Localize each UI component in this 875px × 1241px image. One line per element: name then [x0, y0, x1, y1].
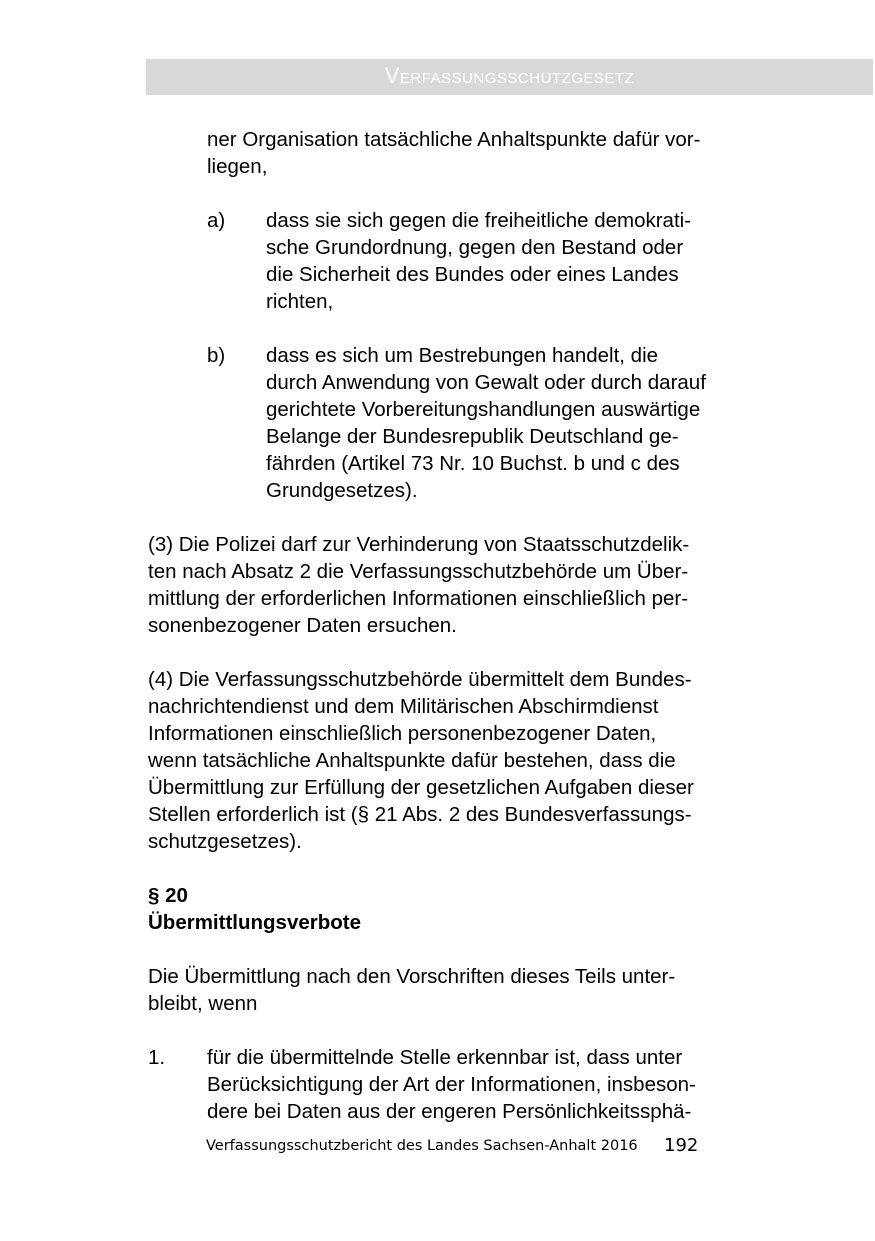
- text-line: Die Übermittlung nach den Vorschriften dieses Teils unter-: [148, 965, 676, 988]
- text-line: (4) Die Verfassungsschutzbehörde übermittelt dem Bundes-: [148, 668, 692, 691]
- text-line: mittlung der erforderlichen Informationen einschließlich per-: [148, 587, 689, 610]
- text-line: schutzgesetzes).: [148, 830, 302, 853]
- text-line: richten,: [266, 290, 334, 313]
- text-line: liegen,: [207, 155, 268, 178]
- text-line: dass sie sich gegen die freiheitliche demokrati-: [266, 209, 692, 232]
- text-line: sonenbezogener Daten ersuchen.: [148, 614, 457, 637]
- section-intro: [148, 963, 768, 1017]
- list-marker: b): [207, 344, 226, 367]
- page-body: [148, 126, 768, 1125]
- section-title: Übermittlungsverbote: [148, 911, 361, 934]
- text-line: ten nach Absatz 2 die Verfassungsschutzbehörde um Über-: [148, 560, 689, 583]
- text-line: gerichtete Vorbereitungshandlungen auswärtige: [266, 398, 701, 421]
- list-item-b: [207, 342, 768, 504]
- text-line: Belange der Bundesrepublik Deutschland ge-: [266, 425, 679, 448]
- text-line: Informationen einschließlich personenbezogener Daten,: [148, 722, 657, 745]
- footer-text: Verfassungsschutzbericht des Landes Sachsen-Anhalt 2016: [206, 1138, 638, 1154]
- numbered-item-1: [148, 1044, 768, 1125]
- text-line: nachrichtendienst und dem Militärischen Abschirmdienst: [148, 695, 659, 718]
- list-marker: 1.: [148, 1046, 166, 1069]
- text-line: Berücksichtigung der Art der Informationen, insbeson-: [207, 1073, 696, 1096]
- section-number: § 20: [148, 884, 188, 907]
- text-line: sche Grundordnung, gegen den Bestand oder: [266, 236, 684, 259]
- text-line: Stellen erforderlich ist (§ 21 Abs. 2 des Bundesverfassungs-: [148, 803, 692, 826]
- text-line: dere bei Daten aus der engeren Persönlichkeitssphä-: [207, 1100, 692, 1123]
- page-number: 192: [664, 1135, 699, 1156]
- text-line: ner Organisation tatsächliche Anhaltspunkte dafür vor-: [207, 128, 701, 151]
- paragraph-4: [148, 666, 768, 855]
- running-header: [146, 59, 873, 95]
- text-line: die Sicherheit des Bundes oder eines Landes: [266, 263, 679, 286]
- section-heading: [148, 882, 768, 936]
- text-line: dass es sich um Bestrebungen handelt, die: [266, 344, 659, 367]
- text-line: bleibt, wenn: [148, 992, 258, 1015]
- text-line: Übermittlung zur Erfüllung der gesetzlichen Aufgaben dieser: [148, 776, 694, 799]
- text-line: für die übermittelnde Stelle erkennbar ist, dass unter: [207, 1046, 683, 1069]
- continuation-paragraph: [207, 126, 768, 180]
- list-marker: a): [207, 209, 226, 232]
- text-line: durch Anwendung von Gewalt oder durch darauf: [266, 371, 706, 394]
- text-line: (3) Die Polizei darf zur Verhinderung von Staatsschutzdelik-: [148, 533, 690, 556]
- paragraph-3: [148, 531, 768, 639]
- text-line: Grundgesetzes).: [266, 479, 418, 502]
- running-header-title: Verfassungsschutzgesetz: [384, 63, 635, 88]
- text-line: fährden (Artikel 73 Nr. 10 Buchst. b und c des: [266, 452, 680, 475]
- text-line: wenn tatsächliche Anhaltspunkte dafür bestehen, dass die: [148, 749, 676, 772]
- list-item-a: [207, 207, 768, 315]
